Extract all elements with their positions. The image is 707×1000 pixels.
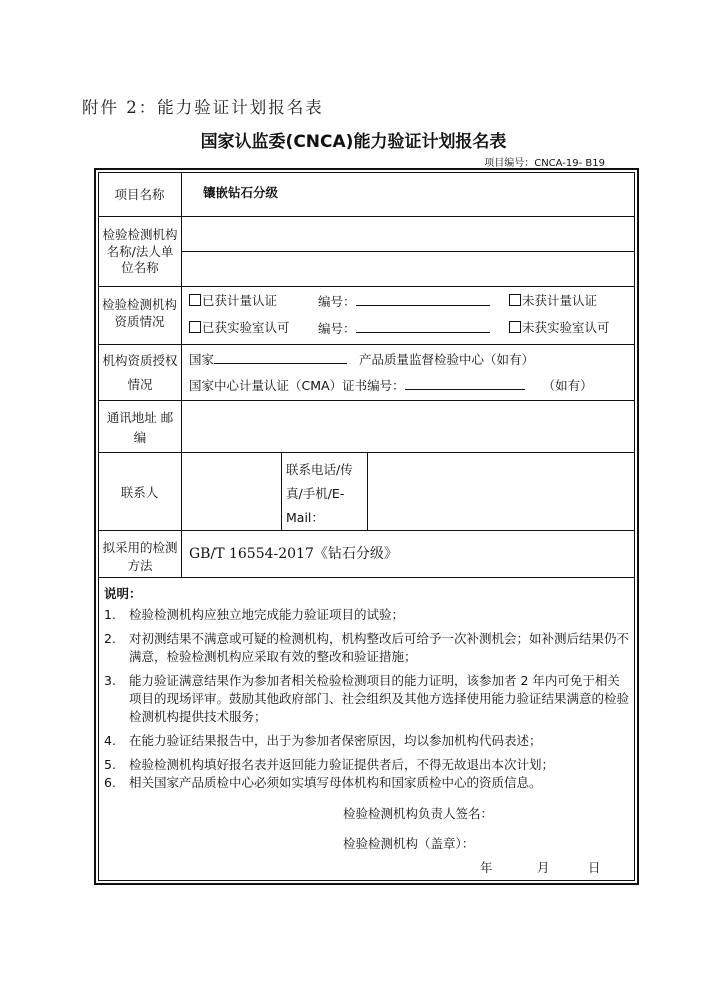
organization-seal[interactable]: 检验检测机构（盖章）：: [343, 836, 475, 851]
note-item: 1. 检验检测机构应独立地完成能力验证项目的试验；: [104, 607, 405, 622]
row-divider: [98, 577, 635, 578]
phone-field[interactable]: [368, 453, 634, 529]
method-label: 拟采用的检测方法: [102, 540, 178, 573]
legal-entity-field[interactable]: [182, 252, 634, 285]
address-label: 通讯地址 邮 编: [106, 410, 174, 445]
notes-heading: 说明：: [104, 586, 142, 601]
qualification-label: 检验检测机构资质情况: [101, 297, 177, 329]
note-item: 4. 在能力验证结果报告中，出于为参加者保密原因，均以参加机构代码表述；: [104, 733, 542, 748]
qualification-line-1: 已获计量认证: [189, 294, 277, 308]
contact-column-divider: [281, 452, 282, 530]
number-field-1[interactable]: 编号：: [318, 294, 490, 309]
number-field-2[interactable]: 编号：: [318, 321, 490, 336]
note-item: 2. 对初测结果不满意或可疑的检测机构，机构整改后可给予一次补测机会；如补测后结果仍不满意，检验检测机构应采取有效的整改和验证措施；: [104, 631, 630, 664]
address-field[interactable]: [182, 401, 634, 451]
project-number: 项目编号：CNCA-19- B19: [484, 158, 605, 169]
option-unaccredited: 未获实验室认可: [509, 321, 610, 335]
note-item: 5. 检验检测机构填好报名表并返回能力验证提供者后，不得无故退出本次计划；: [104, 757, 555, 772]
date-year[interactable]: 年: [480, 860, 493, 875]
checkbox[interactable]: [189, 321, 201, 333]
option-uncertified: 未获计量认证: [509, 294, 597, 308]
note-item: 3. 能力验证满意结果作为参加者相关检验检测项目的能力证明，该参加者 2 年内可免于相关项目的现场评审。鼓励其他政府部门、社会组织及其他方选择使用能力验证结果满意的检验检测机构提供技术服务；: [104, 673, 630, 724]
project-name-value[interactable]: 镶嵌钻石分级: [203, 185, 279, 200]
contact-person-field[interactable]: [182, 453, 280, 529]
contact-label: 联系人: [120, 485, 159, 500]
date-day[interactable]: 日: [588, 860, 601, 875]
row-divider: [98, 530, 635, 531]
attachment-heading: 附件 2：能力验证计划报名表: [82, 98, 324, 117]
project-name-label: 项目名称: [114, 187, 165, 202]
checkbox[interactable]: [509, 294, 521, 306]
form-title: 国家认监委(CNCA)能力验证计划报名表: [200, 132, 507, 152]
note-item: 6. 相关国家产品质检中心必须如实填写母体机构和国家质检中心的资质信息。: [104, 775, 542, 790]
row-divider: [98, 286, 635, 287]
org-name-label: 检验检测机构名称/法人单位名称: [102, 227, 178, 276]
phone-label: 联系电话/传真/手机/E-Mail：: [286, 462, 353, 525]
org-name-field[interactable]: [182, 217, 634, 250]
qualification-line-2: 已获实验室认可: [189, 321, 290, 335]
checkbox[interactable]: [189, 294, 201, 306]
authorization-label: 机构资质授权情况: [102, 353, 178, 392]
national-center-field[interactable]: 国家 产品质量监督检验中心（如有）: [189, 352, 535, 367]
date-month[interactable]: 月: [537, 860, 550, 875]
cma-number-field[interactable]: 国家中心计量认证（CMA）证书编号： （如有）: [189, 378, 593, 393]
row-divider: [98, 344, 635, 345]
method-value[interactable]: GB/T 16554-2017《钻石分级》: [189, 546, 398, 562]
responsible-person-signature[interactable]: 检验检测机构负责人签名：: [343, 806, 494, 821]
checkbox[interactable]: [509, 321, 521, 333]
